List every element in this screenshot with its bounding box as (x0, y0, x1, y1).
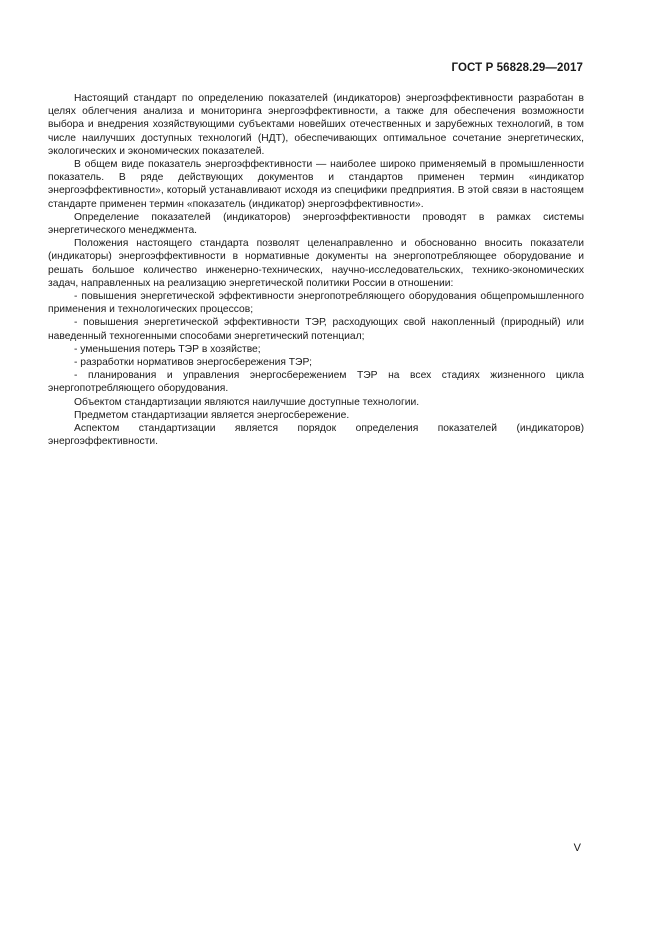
list-item-equipment-efficiency: - повышения энергетической эффективности энергопотребляющего оборудования общепромышленного применения и технологических процессов; (48, 291, 584, 316)
paragraph-object: Объектом стандартизации являются наилучшие доступные технологии. (74, 396, 420, 408)
paragraph-aspect: Аспектом стандартизации является порядок определения показателей (индикаторов) энергоэффективности. (48, 423, 584, 448)
paragraph-provisions: Положения настоящего стандарта позволят целенаправленно и обоснованно вносить показатели (индикаторы) энергоэффективности в нормативные документы на энергопотребляющее оборудование и решать большое количество инженерно-технических, научно-исследовательских, технико-экономических задач, направленных на реализацию энергетической политики России в отношении: (48, 238, 584, 289)
list-item-planning-management: - планирования и управления энергосбережением ТЭР на всех стадиях жизненного цикла энергопотребляющего оборудования. (48, 370, 584, 395)
document-standard-code: ГОСТ Р 56828.29—2017 (451, 62, 583, 74)
paragraph-indicator-term: В общем виде показатель энергоэффективности — наиболее широко применяемый в промышленности показатель. В ряде действующих документов и стандартов применен термин «индикатор энергоэффективности», который устанавливают исходя из специфики предприятия. В этой связи в настоящем стандарте применен термин «показатель (индикатор) энергоэффективности». (48, 159, 584, 210)
list-item-loss-reduction: - уменьшения потерь ТЭР в хозяйстве; (74, 343, 261, 355)
paragraph-energy-management: Определение показателей (индикаторов) энергоэффективности проводят в рамках системы энергетического менеджмента. (48, 211, 584, 237)
list-item-standards-development: - разработки нормативов энергосбережения ТЭР; (74, 357, 312, 369)
document-body (48, 92, 584, 448)
list-item-ter-efficiency: - повышения энергетической эффективности ТЭР, расходующих свой накопленный (природный) или наведенный техногенными способами энергетический потенциал; (48, 317, 584, 342)
page-number: V (573, 842, 581, 854)
paragraph-subject: Предметом стандартизации является энергосбережение. (74, 409, 350, 421)
paragraph-purpose: Настоящий стандарт по определению показателей (индикаторов) энергоэффективности разработан в целях облегчения анализа и мониторинга энергоэффективности, а также для обеспечения возможности выбора и внедрения хозяйствующими субъектами новейших отечественных и зарубежных технологий, в том числе наилучших доступных технологий (НДТ), обеспечивающих оптимальное сочетание энергетических, экологических и экономических показателей. (48, 93, 584, 157)
